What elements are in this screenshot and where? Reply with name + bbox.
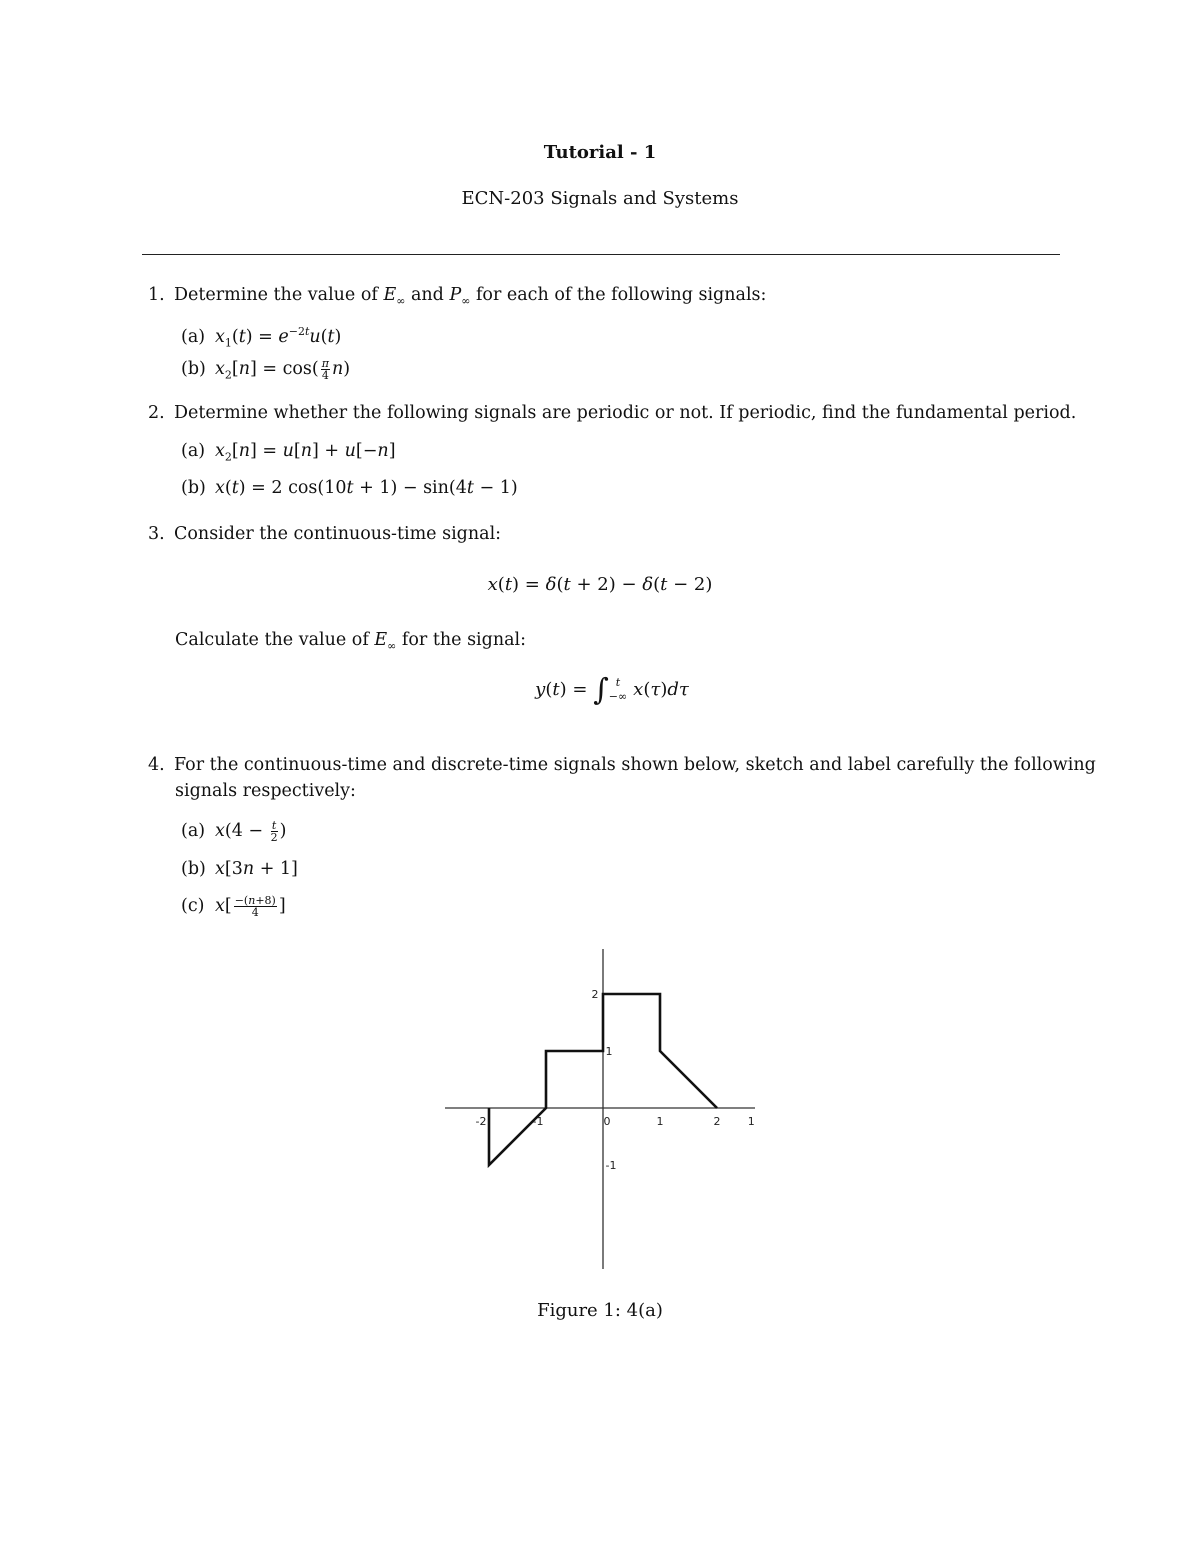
question-2b: (b) x(t) = 2 cos(10t + 1) − sin(4t − 1): [181, 478, 518, 498]
equation-x-of-t: x(t) = δ(t + 2) − δ(t − 2): [487, 574, 713, 595]
equation: x(t) = 2 cos(10t + 1) − sin(4t − 1): [215, 478, 518, 498]
question-1a: (a) $x_1(t) = e^{-2t}u(t)$: [181, 325, 342, 350]
question-text: Determine whether the following signals are periodic or not. If periodic, find the fundamental period.: [174, 403, 1077, 423]
equation: $x_2[n] = u[n] + u[-n]$: [215, 441, 396, 464]
question-1: [148, 280, 766, 317]
question-4: 4. For the continuous-time and discrete-time signals shown below, sketch and label carefully the following: [148, 755, 1096, 775]
question-4a: (a) x(4 − $\frac{t}{2}$ ): [181, 819, 287, 844]
question-3: 3. Consider the continuous-time signal:: [148, 524, 502, 544]
x-tick-label: 2: [713, 1115, 721, 1128]
question-number: 1.: [148, 285, 165, 305]
y-tick-label: 1: [605, 1045, 613, 1058]
question-text: Determine the value of $E_\infty$ and $P_\infty$ for each of the following signals:: [174, 285, 767, 308]
question-1b: (b) $x_2[n] = \cos$( $\frac{\pi}{4}$ n): [181, 357, 351, 382]
equation: x(4 − $\frac{t}{2}$ ): [215, 819, 287, 844]
question-text: Consider the continuous-time signal:: [174, 524, 502, 544]
question-text: For the continuous-time and discrete-time signals shown below, sketch and label carefully the following: [174, 755, 1096, 775]
x-tick-label: -1: [532, 1115, 544, 1128]
y-tick-label: -1: [605, 1159, 617, 1172]
header-divider: [142, 254, 1060, 255]
question-3-calc: Calculate the value of $E_\infty$ for the signal:: [175, 630, 527, 653]
equation: $x_2[n] = \cos$( $\frac{\pi}{4}$ n): [215, 357, 351, 382]
question-4c: (c) x[ $\frac{-(n+8)}{4}$ ]: [181, 894, 286, 919]
equation: $x_1(t) = e^{-2t}u(t)$: [215, 325, 342, 350]
equation-y-of-t: y(t) = ∫ t −∞ x(τ)dτ: [535, 672, 689, 707]
question-4-line2: signals respectively:: [175, 781, 356, 801]
x-tick-label: 0: [603, 1115, 611, 1128]
question-2a: (a) $x_2[n] = u[n] + u[-n]$: [181, 441, 396, 464]
question-4b: (b) x[3n + 1]: [181, 859, 298, 879]
document-title: Tutorial - 1: [543, 142, 657, 163]
question-2: 2. Determine whether the following signals are periodic or not. If periodic, find the fundamental period.: [148, 403, 1077, 423]
x-tick-label: 1: [656, 1115, 664, 1128]
x-tick-label: -2: [475, 1115, 487, 1128]
figure-caption: Figure 1: 4(a): [537, 1300, 663, 1321]
equation: x[3n + 1]: [215, 859, 298, 879]
equation: x[ $\frac{-(n+8)}{4}$ ]: [215, 894, 286, 919]
y-tick-label: 2: [591, 988, 599, 1001]
course-name: ECN-203 Signals and Systems: [461, 188, 739, 209]
signal-plot: [440, 944, 770, 1274]
x-tick-label: 1: [747, 1115, 755, 1128]
